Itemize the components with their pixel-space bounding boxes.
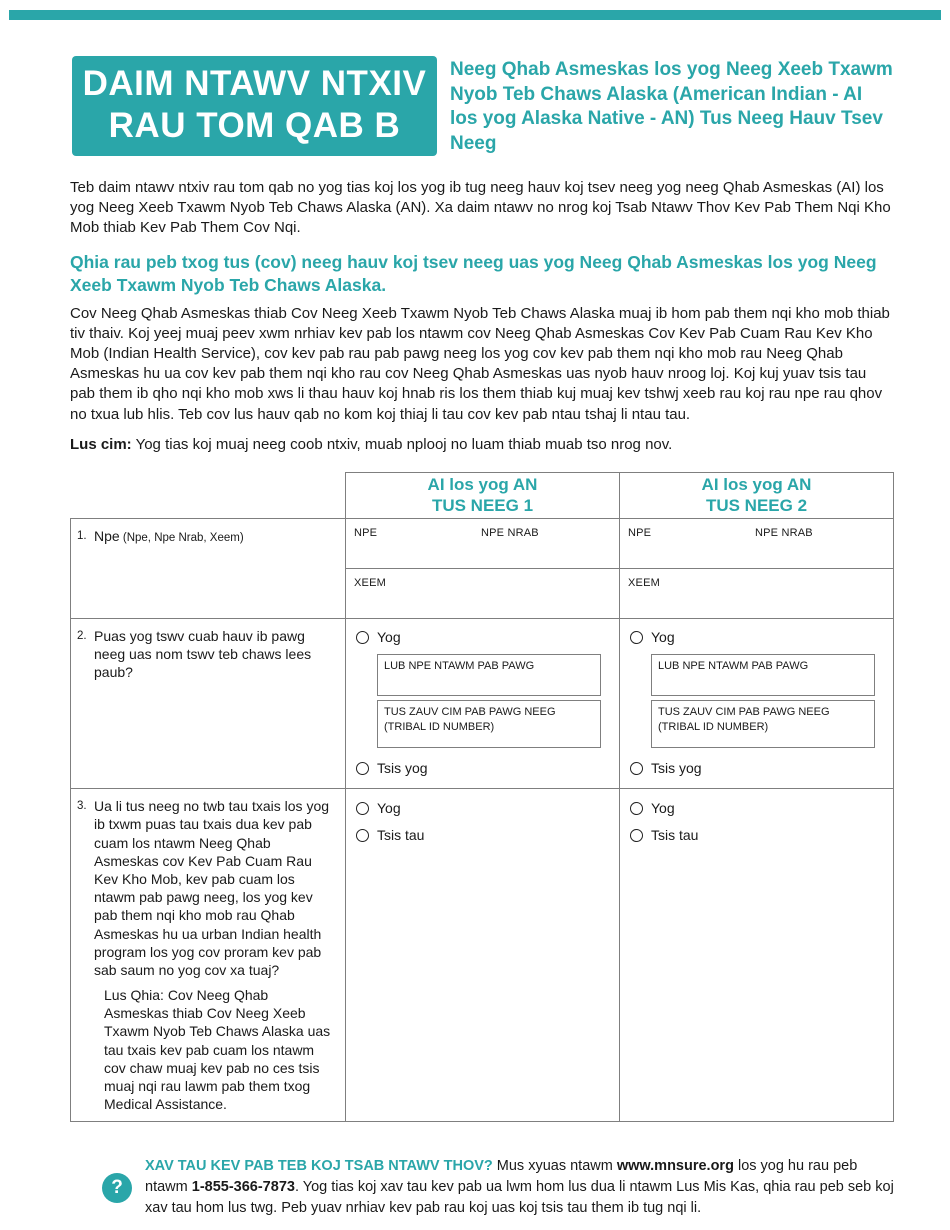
person1-npe-label: NPE bbox=[354, 526, 378, 539]
page-top-accent-bar bbox=[9, 10, 941, 20]
person2-name-field[interactable] bbox=[620, 518, 894, 568]
person2-q3-yes-option[interactable] bbox=[630, 799, 885, 818]
person1-q3-yes-option[interactable] bbox=[356, 799, 611, 818]
person2-npe-label: NPE bbox=[628, 526, 652, 539]
form-title-line2: RAU TOM QAB B bbox=[108, 106, 401, 145]
person2-q2-yes-option[interactable] bbox=[630, 628, 885, 647]
person1-q2-cell bbox=[346, 618, 620, 789]
person1-q3-no-option[interactable] bbox=[356, 826, 611, 845]
person1-q3-no-label: Tsis tau bbox=[377, 826, 425, 843]
radio-button-icon[interactable] bbox=[630, 802, 643, 815]
person1-q2-yes-option[interactable] bbox=[356, 628, 611, 647]
person2-q2-cell bbox=[620, 618, 894, 789]
section-paragraph: Cov Neeg Qhab Asmeskas thiab Cov Neeg Xeeb Txawm Nyob Teb Chaws Alaska muaj ib hom pab them nqi kho mob thiab tiv thaiv. Koj yeej muaj peev xwm nrhiav kev pab los ntawm cov Neeg Qhab Asmeskas Cov Kev Pab Cuam Rau Kev Kho Mob (Indian Health Service), cov kev pab rau pab pawg neeg los yog cov kev pab them nqi kho mob rau Neeg Qhab Asmeskas hu ua cov kev pab them nqi kho rau cov Neeg Qhab Asmeskas uas nyob hauv nroog loj. Koj kuj yuav tsis tau pab them ib qho nqi kho mob xws li thau hauv koj hnab ris los them thiab kuj muaj kev tshwj xeeb rau koj rau npe rau qhov no txua lub hlis. Teb cov lus hauv qab no kom koj thiaj li tau cov kev pab ntau tshaj li ntau tau. bbox=[70, 305, 890, 423]
question-1-number: 1. bbox=[77, 529, 87, 542]
person2-column-header bbox=[620, 472, 894, 518]
question-3-text: Ua li tus neeg no twb tau txais los yog ib txwm puas tau txais dua kev pab cuam los ntawm Neeg Qhab Asmeskas cov Kev Pab Cuam Rau Kev Kho Mob, kev pab cuam los ntawm pab pawg neeg, los yog kev pab them nqi kho mob rau Qhab Asmeskas hu ua urban Indian health program los yog cov proram kev pab sab saum no yog cov xa tuaj? bbox=[94, 798, 330, 978]
form-title-line1: DAIM NTAWV NTXIV bbox=[82, 64, 427, 103]
radio-button-icon[interactable] bbox=[630, 829, 643, 842]
help-text-2: los yog hu rau peb ntawm bbox=[145, 1158, 858, 1196]
person2-tribal-id-field[interactable] bbox=[651, 700, 875, 748]
person2-tribe-name-field[interactable] bbox=[651, 654, 875, 696]
person1-tribal-id-label-line1: TUS ZAUV CIM PAB PAWG NEEG bbox=[384, 706, 556, 719]
question-3 bbox=[71, 789, 346, 1122]
person1-tribal-id-label-line2: (TRIBAL ID NUMBER) bbox=[384, 720, 495, 733]
question-1-label: Npe bbox=[94, 527, 120, 544]
header-spacer-cell bbox=[71, 472, 346, 518]
person2-q3-yes-label: Yog bbox=[651, 800, 675, 817]
person1-column-header bbox=[346, 472, 620, 518]
help-text-1: Mus xyuas ntawm bbox=[492, 1158, 617, 1174]
question-mark-icon: ? bbox=[102, 1173, 132, 1203]
person1-npe-nrab-label: NPE NRAB bbox=[481, 526, 539, 539]
section-heading: Qhia rau peb txog tus (cov) neeg hauv koj tsev neeg uas yog Neeg Qhab Asmeskas los yog Neeg Xeeb Txawm Nyob Teb Chaws Alaska. bbox=[70, 252, 877, 295]
person2-header-line1: AI los yog AN bbox=[701, 474, 812, 494]
table-header-row bbox=[71, 472, 894, 518]
question-3-note: Lus Qhia: Cov Neeg Qhab Asmeskas thiab Cov Neeg Xeeb Txawm Nyob Teb Chaws Alaska uas tau txais kev pab cuam los ntawm cov chaw muaj kev pab no ces tsis muaj nqi rau lawm pab them txog Medical Assistance. bbox=[104, 987, 331, 1113]
form-body bbox=[70, 178, 893, 1122]
person2-q2-yes-label: Yog bbox=[651, 628, 675, 645]
person2-tribe-name-label: LUB NPE NTAWM PAB PAWG bbox=[658, 660, 809, 673]
person1-header-line2: TUS NEEG 1 bbox=[431, 496, 534, 516]
person2-q2-no-label: Tsis yog bbox=[651, 760, 702, 777]
radio-button-icon[interactable] bbox=[630, 631, 643, 644]
radio-button-icon[interactable] bbox=[356, 802, 369, 815]
help-footer-text bbox=[145, 1156, 894, 1219]
person1-name-field[interactable] bbox=[346, 518, 620, 568]
person2-npe-nrab-label: NPE NRAB bbox=[755, 526, 813, 539]
radio-button-icon[interactable] bbox=[356, 631, 369, 644]
form-subtitle: Neeg Qhab Asmeskas los yog Neeg Xeeb Txawm Nyob Teb Chaws Alaska (American Indian - AI los yog Alaska Native - AN) Tus Neeg Hauv Tsev Neeg bbox=[450, 59, 893, 155]
person1-q3-cell bbox=[346, 789, 620, 1122]
person1-xeem-label: XEEM bbox=[354, 576, 386, 589]
person1-tribal-id-field[interactable] bbox=[377, 700, 601, 748]
person2-q3-no-option[interactable] bbox=[630, 826, 885, 845]
copy-note-label: Lus cim: bbox=[70, 435, 132, 453]
question-2-number: 2. bbox=[77, 629, 87, 642]
help-footer bbox=[102, 1156, 894, 1219]
help-phone-number: 1-855-366-7873 bbox=[191, 1179, 295, 1196]
person1-header-line1: AI los yog AN bbox=[427, 474, 538, 494]
person1-q2-no-option[interactable] bbox=[356, 759, 611, 778]
question-2-text: Puas yog tswv cuab hauv ib pawg neeg uas nom tswv teb chaws lees paub? bbox=[94, 627, 312, 681]
radio-button-icon[interactable] bbox=[630, 762, 643, 775]
question-3-number: 3. bbox=[77, 800, 87, 813]
question-2 bbox=[71, 618, 346, 789]
person1-lastname-field[interactable] bbox=[346, 568, 620, 618]
radio-button-icon[interactable] bbox=[356, 829, 369, 842]
copy-note bbox=[70, 435, 893, 455]
person2-q3-cell bbox=[620, 789, 894, 1122]
radio-button-icon[interactable] bbox=[356, 762, 369, 775]
person2-header-line2: TUS NEEG 2 bbox=[705, 496, 808, 516]
person1-tribe-name-field[interactable] bbox=[377, 654, 601, 696]
question2-row bbox=[71, 618, 894, 789]
help-text-3: . Yog tias koj xav tau kev pab ua lwm hom lus dua li ntawm Lus Mis Kas, qhia rau peb seb koj xav tau hom lus twg. Peb yuav nrhiav kev pab rau koj uas koj tsis tau them ib tug nqi li. bbox=[145, 1179, 894, 1217]
help-heading: XAV TAU KEV PAB TEB KOJ TSAB NTAWV THOV? bbox=[145, 1158, 493, 1174]
question-1 bbox=[71, 518, 346, 618]
person2-lastname-field[interactable] bbox=[620, 568, 894, 618]
applicant-table bbox=[70, 472, 894, 1123]
copy-note-text: Yog tias koj muaj neeg coob ntxiv, muab nplooj no luam thiab muab tso nrog nov. bbox=[131, 435, 673, 453]
person2-tribal-id-label-line1: TUS ZAUV CIM PAB PAWG NEEG bbox=[658, 706, 830, 719]
question-1-hint: (Npe, Npe Nrab, Xeem) bbox=[119, 531, 244, 544]
question3-row bbox=[71, 789, 894, 1122]
form-header bbox=[72, 56, 894, 157]
person2-xeem-label: XEEM bbox=[628, 576, 660, 589]
person2-q3-no-label: Tsis tau bbox=[651, 826, 699, 843]
person2-q2-no-option[interactable] bbox=[630, 759, 885, 778]
form-title-box bbox=[72, 56, 437, 156]
person2-tribal-id-label-line2: (TRIBAL ID NUMBER) bbox=[658, 720, 769, 733]
person1-tribe-name-label: LUB NPE NTAWM PAB PAWG bbox=[384, 660, 535, 673]
person1-q3-yes-label: Yog bbox=[377, 800, 401, 817]
person1-q2-yes-label: Yog bbox=[377, 628, 401, 645]
question1-row-a bbox=[71, 518, 894, 568]
intro-paragraph: Teb daim ntawv ntxiv rau tom qab no yog tias koj los yog ib tug neeg hauv koj tsev neeg yog neeg Qhab Asmeskas (AI) los yog Neeg Xeeb Txawm Nyob Teb Chaws Alaska (AN). Xa daim ntawv no nrog koj Tsab Ntawv Thov Kev Pab Them Nqi Kho Mob thiab Kev Pab Them Cov Nqi. bbox=[70, 179, 891, 237]
person1-q2-no-label: Tsis yog bbox=[377, 760, 428, 777]
help-website-link[interactable]: www.mnsure.org bbox=[616, 1158, 734, 1174]
